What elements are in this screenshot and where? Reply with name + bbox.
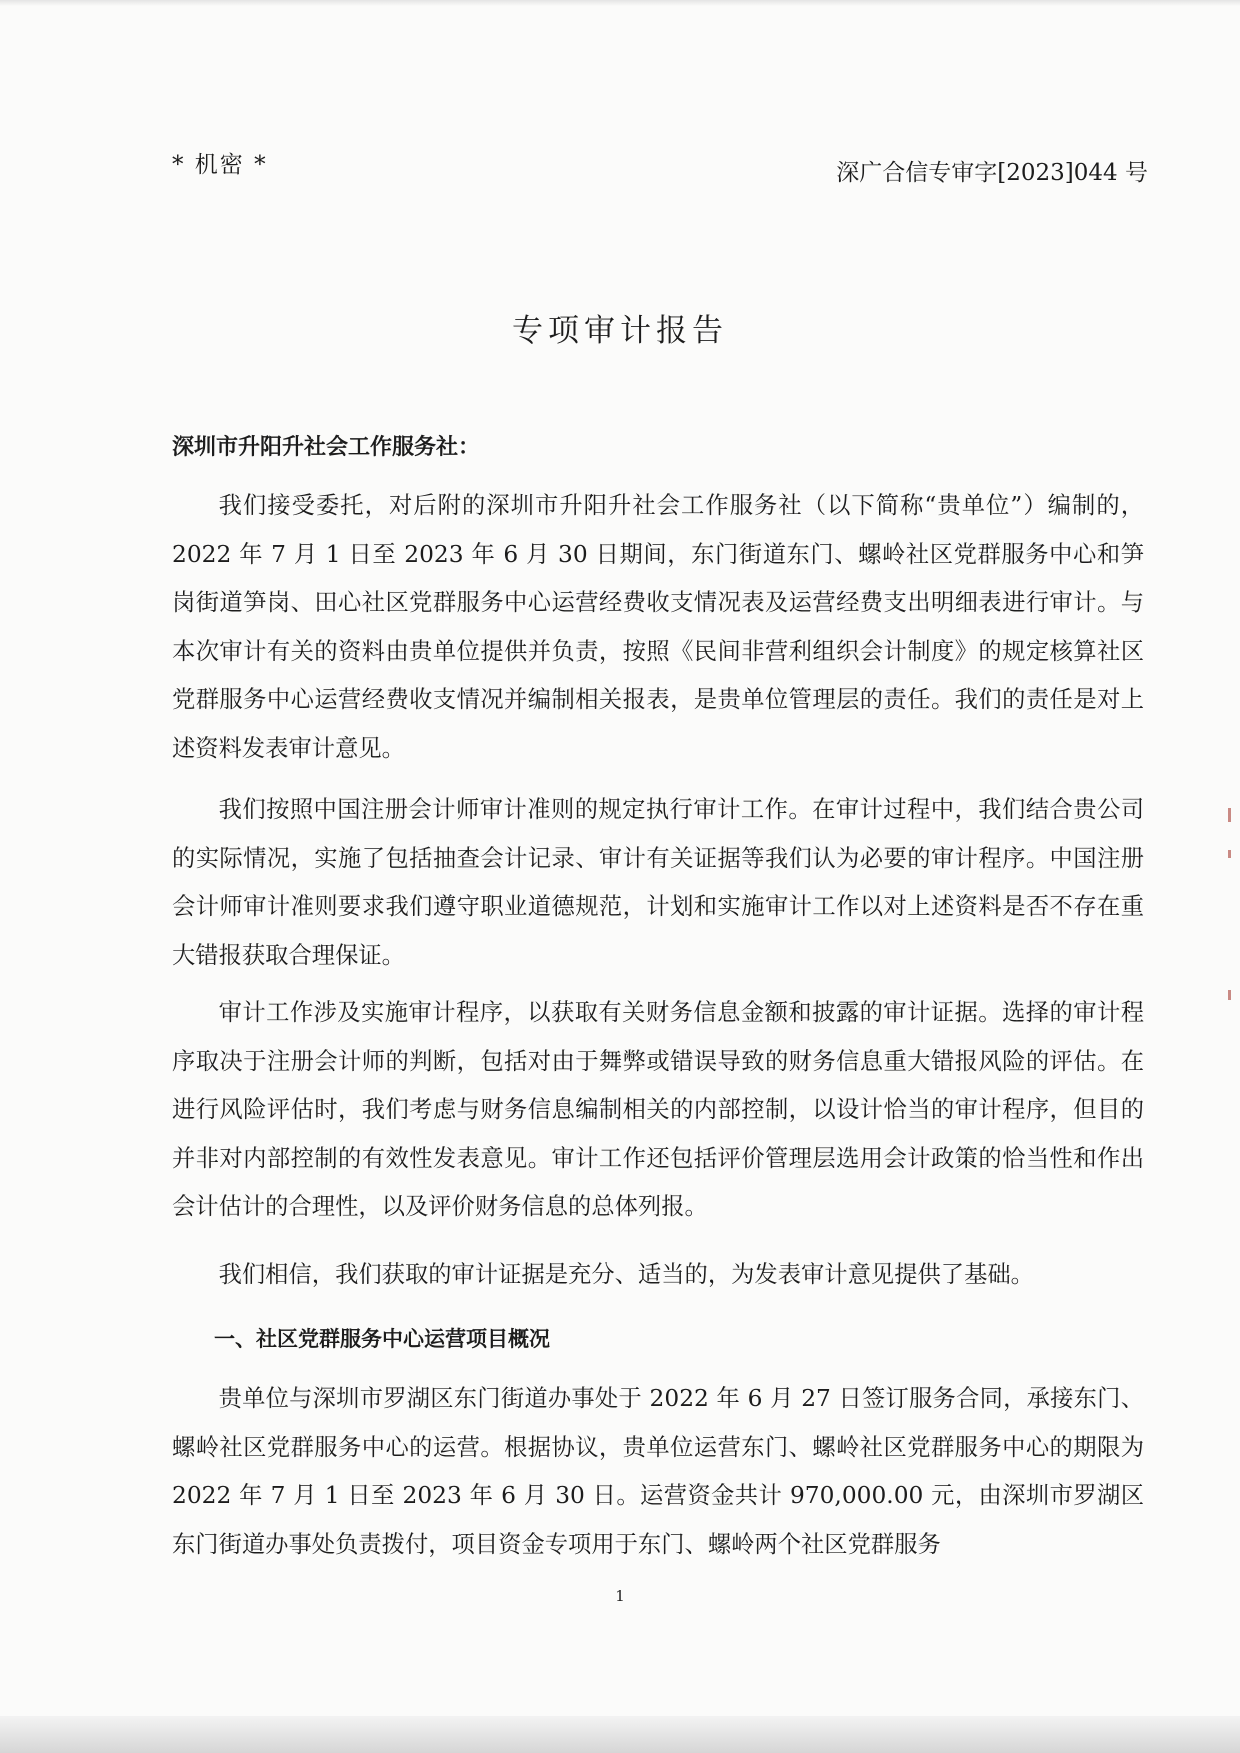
paragraph-procedures: 审计工作涉及实施审计程序，以获取有关财务信息金额和披露的审计证据。选择的审计程序取决于注册会计师的判断，包括对由于舞弊或错误导致的财务信息重大错报风险的评估。在进行风险评估时，我们考虑与财务信息编制相关的内部控制，以设计恰当的审计程序，但目的并非对内部控制的有效性发表意见。审计工作还包括评价管理层选用会计政策的恰当性和作出会计估计的合理性，以及评价财务信息的总体列报。 — [172, 999, 1144, 1220]
seal-edge-mark — [1228, 990, 1231, 1000]
seal-edge-mark — [1228, 808, 1231, 822]
paragraph-engagement: 我们接受委托，对后附的深圳市升阳升社会工作服务社（以下简称“贵单位”）编制的，2022 年 7 月 1 日至 2023 年 6 月 30 日期间，东门街道东门、螺岭社区党群服务中心和笋岗街道笋岗、田心社区党群服务中心运营经费收支情况表及运营经费支出明细表进行审计。与本次审计有关的资料由贵单位提供并负责，按照《民间非营利组织会计制度》的规定核算社区党群服务中心运营经费收支情况并编制相关报表，是贵单位管理层的责任。我们的责任是对上述资料发表审计意见。 — [172, 492, 1144, 762]
section-heading: 一、社区党群服务中心运营项目概况 — [214, 1327, 550, 1351]
confidential-mark: * 机密 * — [172, 152, 268, 178]
addressee: 深圳市升阳升社会工作服务社： — [172, 435, 481, 460]
report-title: 专项审计报告 — [512, 313, 728, 349]
paragraph-standards: 我们按照中国注册会计师审计准则的规定执行审计工作。在审计过程中，我们结合贵公司的实际情况，实施了包括抽查会计记录、审计有关证据等我们认为必要的审计程序。中国注册会计师审计准则要求我们遵守职业道德规范，计划和实施审计工作以对上述资料是否不存在重大错报获取合理保证。 — [172, 796, 1144, 969]
paragraph-project-overview: 贵单位与深圳市罗湖区东门街道办事处于 2022 年 6 月 27 日签订服务合同，承接东门、螺岭社区党群服务中心的运营。根据协议，贵单位运营东门、螺岭社区党群服务中心的期限为 2022 年 7 月 1 日至 2023 年 6 月 30 日。运营资金共计 970,000.00 元，由深圳市罗湖区东门街道办事处负责拨付，项目资金专项用于东门、螺岭两个社区党群服务 — [172, 1385, 1144, 1558]
reference-number: 深广合信专审字[2023]044 号 — [836, 160, 1148, 186]
page-number: 1 — [615, 1587, 625, 1605]
scan-edge-top — [0, 0, 1240, 6]
paragraph-evidence: 我们相信，我们获取的审计证据是充分、适当的，为发表审计意见提供了基础。 — [218, 1261, 1034, 1288]
seal-edge-mark — [1228, 850, 1231, 858]
scan-edge-bottom — [0, 1716, 1240, 1753]
